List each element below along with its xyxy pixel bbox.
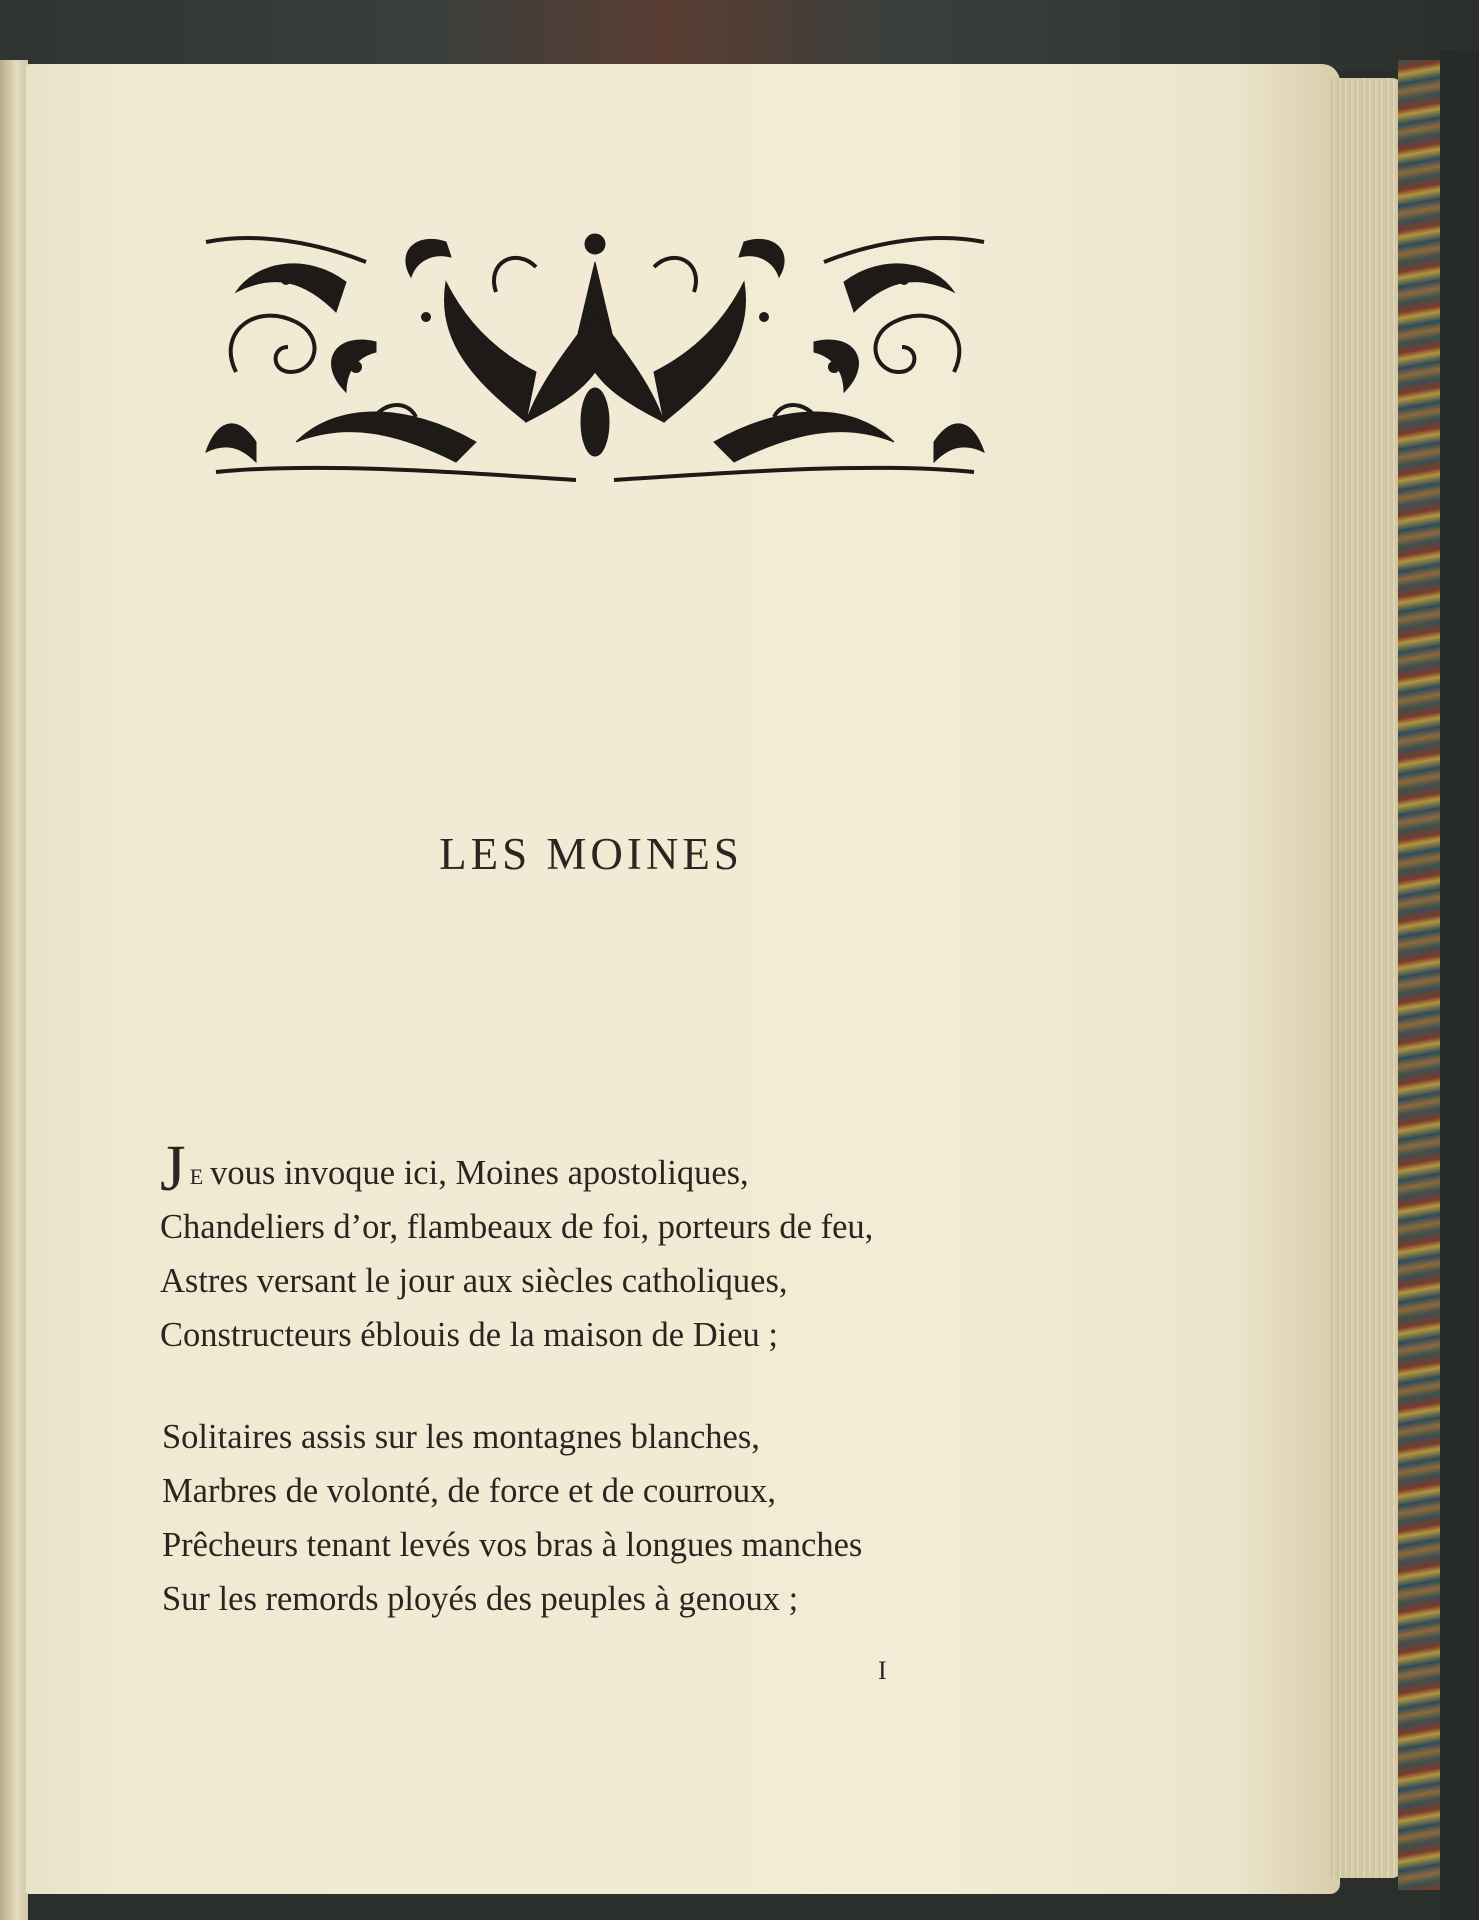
page-edges <box>1330 78 1402 1878</box>
stanza-1-line-4: Constructeurs éblouis de la maison de Dieu ; <box>160 1316 779 1354</box>
stanza-1-line-3: Astres versant le jour aux siècles catholiques, <box>160 1262 788 1300</box>
stanza-2-line-3: Prêcheurs tenant levés vos bras à longues manches <box>162 1526 863 1564</box>
drop-cap: J <box>160 1132 186 1205</box>
marbled-edge <box>1398 60 1444 1890</box>
poem-title: LES MOINES <box>439 829 743 879</box>
stanza-2-line-2: Marbres de volonté, de force et de courroux, <box>162 1472 777 1510</box>
book-binding-top <box>0 0 1479 70</box>
stanza-2 <box>162 1410 862 1626</box>
stanza-2-line-4: Sur les remords ployés des peuples à genoux ; <box>162 1580 799 1618</box>
stanza-1-line-2: Chandeliers d’or, flambeaux de foi, porteurs de feu, <box>160 1208 874 1246</box>
book-cover-right <box>1440 50 1479 1920</box>
floral-headpiece-icon <box>196 222 994 486</box>
left-page-edge <box>0 60 28 1920</box>
first-word-small-cap: E <box>189 1164 205 1189</box>
stanza-1-line-1-text: vous invoque ici, Moines apostoliques, <box>210 1154 749 1192</box>
stanza-1-line-1 <box>160 1132 873 1205</box>
stanza-1 <box>160 1132 874 1362</box>
stanza-2-line-1: Solitaires assis sur les montagnes blanches, <box>162 1418 760 1456</box>
page-number: I <box>878 1656 887 1685</box>
